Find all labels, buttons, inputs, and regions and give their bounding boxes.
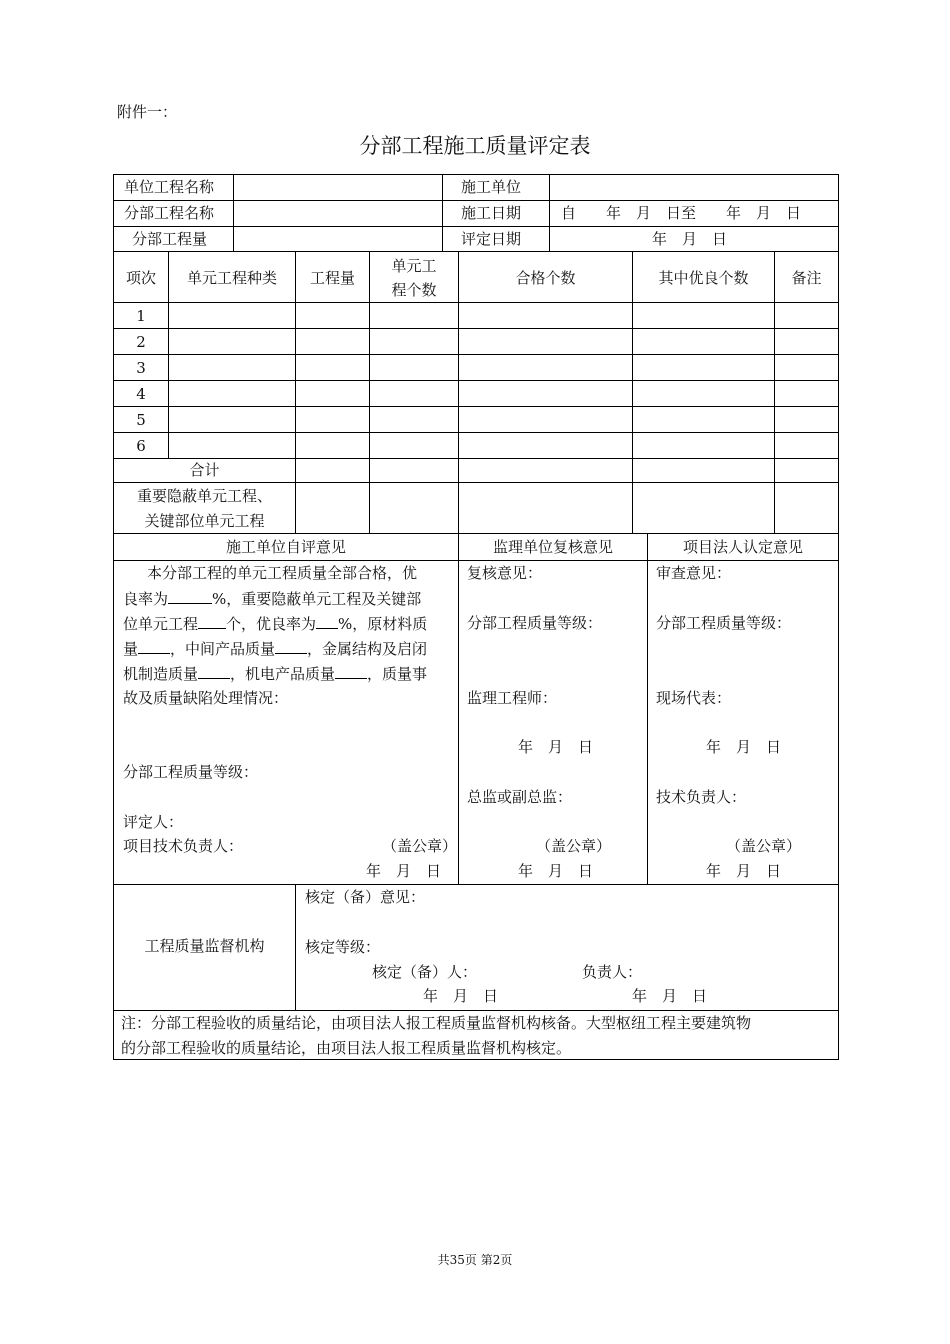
construction-unit-label: 施工单位 [461, 178, 522, 196]
supervision-title: 监理单位复核意见 [492, 538, 613, 556]
sub-project-name-field[interactable] [234, 202, 441, 225]
table-row-number: 1 [136, 307, 146, 325]
row-divider [114, 328, 838, 329]
raw-material-blank[interactable] [138, 639, 170, 654]
construction-unit-field[interactable] [550, 176, 836, 199]
note-line2: 的分部工程验收的质量结论，由项目法人报工程质量监督机构核定。 [121, 1039, 572, 1057]
table-row-number: 4 [136, 385, 146, 403]
owner-grade: 分部工程质量等级： [656, 614, 792, 632]
agency-label: 工程质量监督机构 [144, 937, 265, 955]
sub-project-name-label: 分部工程名称 [124, 204, 215, 222]
col-divider [295, 251, 296, 533]
table-row-number: 3 [136, 359, 146, 377]
important-rate-blank[interactable] [316, 614, 338, 629]
owner-tech: 技术负责人： [656, 788, 747, 806]
agency-date1: 年 月 日 [423, 987, 499, 1005]
row-divider [114, 458, 838, 459]
electromech-blank[interactable] [335, 664, 367, 679]
row-divider [114, 226, 838, 227]
evaluation-date-label: 评定日期 [461, 230, 522, 248]
self-eval-evaluator: 评定人： [123, 813, 184, 831]
row-divider [114, 200, 838, 201]
supervision-review: 复核意见： [467, 564, 543, 582]
important-units-line2: 关键部位单元工程 [144, 512, 265, 530]
agency-responsible: 负责人： [582, 963, 643, 981]
supervision-seal: （盖公章） [536, 837, 612, 855]
agency-approve-grade: 核定等级： [305, 938, 381, 956]
supervision-chief: 总监或副总监： [467, 788, 573, 806]
supervision-date: 年 月 日 [518, 738, 594, 756]
row-divider [114, 432, 838, 433]
col-header-units-line1: 单元工 [391, 257, 437, 275]
self-eval-grade: 分部工程质量等级： [123, 763, 259, 781]
agency-approver: 核定（备）人： [372, 963, 478, 981]
self-eval-line2: 良率为 %，重要隐蔽单元工程及关键部 [123, 590, 422, 608]
intermediate-product-blank[interactable] [275, 639, 307, 654]
owner-seal: （盖公章） [726, 837, 802, 855]
col-header-item: 项次 [125, 269, 156, 287]
self-eval-title: 施工单位自评意见 [225, 538, 346, 556]
row-divider [114, 406, 838, 407]
supervision-grade: 分部工程质量等级： [467, 614, 603, 632]
construction-date-label: 施工日期 [461, 204, 522, 222]
table-row-number: 5 [136, 411, 146, 429]
col-divider [632, 251, 633, 533]
owner-rep: 现场代表： [656, 689, 732, 707]
col-divider [458, 251, 459, 884]
col-divider [774, 251, 775, 533]
self-eval-line6: 故及质量缺陷处理情况： [123, 689, 289, 707]
owner-review: 审查意见： [656, 564, 732, 582]
row-divider [114, 482, 838, 483]
row-divider [114, 251, 838, 252]
agency-date2: 年 月 日 [632, 987, 708, 1005]
supervision-engineer: 监理工程师： [467, 689, 558, 707]
row-divider [114, 533, 838, 534]
col-header-remarks: 备注 [791, 269, 822, 287]
important-units-line1: 重要隐蔽单元工程、 [136, 487, 272, 505]
owner-date: 年 月 日 [706, 738, 782, 756]
col-divider [442, 175, 443, 251]
col-divider [647, 533, 648, 884]
self-eval-line3: 位单元工程 个，优良率为 %，原材料质 [123, 615, 428, 633]
sub-project-quantity-label: 分部工程量 [132, 230, 208, 248]
owner-date2: 年 月 日 [706, 862, 782, 880]
unit-project-name-field[interactable] [234, 176, 441, 199]
construction-date-value[interactable]: 自 年 月 日至 年 月 日 [561, 204, 802, 222]
supervision-date2: 年 月 日 [518, 862, 594, 880]
self-eval-line1: 本分部工程的单元工程质量全部合格，优 [147, 564, 418, 582]
self-eval-line4: 量 ，中间产品质量 ，金属结构及启闭 [123, 640, 428, 658]
metal-structure-blank[interactable] [198, 664, 230, 679]
evaluation-date-value[interactable]: 年 月 日 [652, 230, 728, 248]
self-eval-tech-lead: 项目技术负责人： [123, 837, 244, 855]
row-divider [114, 884, 838, 885]
page-title: 分部工程施工质量评定表 [359, 134, 591, 158]
self-eval-date: 年 月 日 [366, 862, 442, 880]
col-header-quantity: 工程量 [309, 269, 355, 287]
row-divider [114, 1010, 838, 1011]
self-eval-line5: 机制造质量 ，机电产品质量 ，质量事 [123, 665, 428, 683]
excellent-rate-blank[interactable] [168, 589, 212, 604]
col-header-units-line2: 程个数 [391, 281, 437, 299]
agency-approve-opinion: 核定（备）意见： [305, 888, 426, 906]
row-divider [114, 302, 838, 303]
table-row-number: 6 [136, 437, 146, 455]
row-divider [114, 354, 838, 355]
page-footer: 共35页 第2页 [437, 1253, 513, 1267]
total-row-label: 合计 [189, 461, 220, 479]
row-divider [114, 380, 838, 381]
col-header-qualified: 合格个数 [515, 269, 576, 287]
self-eval-seal: （盖公章） [382, 837, 458, 855]
table-row-number: 2 [136, 333, 146, 351]
important-count-blank[interactable] [198, 614, 226, 629]
note-line1: 注：分部工程验收的质量结论，由项目法人报工程质量监督机构核备。大型枢纽工程主要建筑物 [121, 1014, 752, 1032]
col-divider [295, 884, 296, 1010]
col-header-excellent: 其中优良个数 [658, 269, 749, 287]
row-divider [114, 560, 838, 561]
col-header-type: 单元工程种类 [186, 269, 277, 287]
attachment-label: 附件一： [117, 103, 178, 121]
sub-project-quantity-field[interactable] [234, 228, 441, 250]
evaluation-form [113, 174, 839, 1060]
owner-title: 项目法人认定意见 [682, 538, 803, 556]
unit-project-name-label: 单位工程名称 [124, 178, 215, 196]
